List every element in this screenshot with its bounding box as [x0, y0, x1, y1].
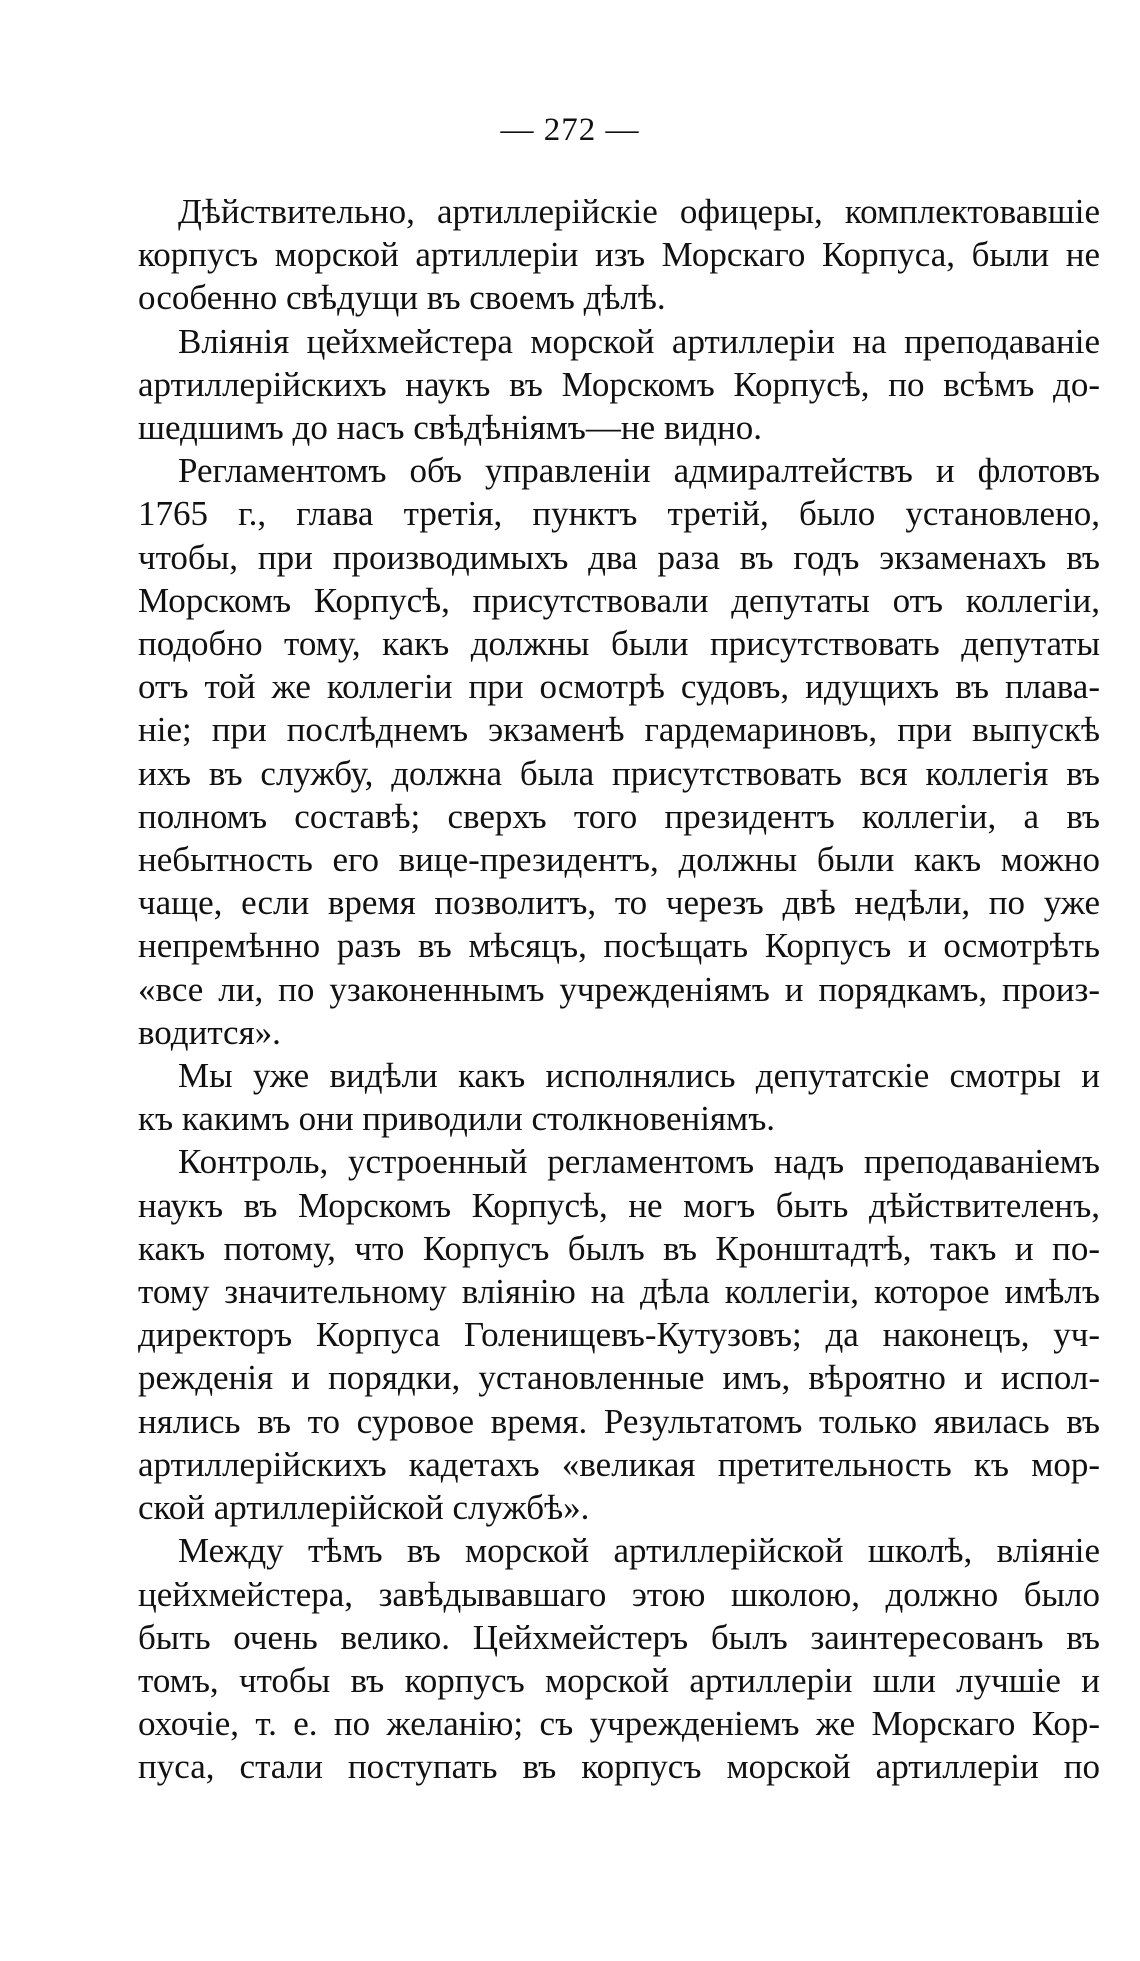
text-line: «все ли, по узаконеннымъ учрежденіямъ и порядкамъ, произ-	[138, 969, 1100, 1009]
text-line: цейхмейстера, завѣдывавшаго этою школою, должно было	[138, 1574, 1100, 1614]
text-line: водится».	[138, 1012, 281, 1052]
body-text	[138, 190, 1100, 1789]
paragraph	[138, 190, 1100, 320]
text-line: какъ потому, что Корпусъ былъ въ Кронштадтѣ, такъ и по-	[138, 1228, 1100, 1268]
text-line: быть очень велико. Цейхмейстеръ былъ заинтересованъ въ	[138, 1617, 1100, 1657]
text-line: ніе; при послѣднемъ экзаменѣ гардемариновъ, при выпускѣ	[138, 710, 1100, 750]
text-line: режденія и порядки, установленные имъ, вѣроятно и испол-	[138, 1358, 1100, 1398]
paragraph	[138, 449, 1100, 1054]
text-line: Мы уже видѣли какъ исполнялись депутатскіе смотры и	[178, 1056, 1100, 1096]
text-line: артиллерійскихъ кадетахъ «великая претительность къ мор-	[138, 1444, 1100, 1484]
text-line: наукъ въ Морскомъ Корпусѣ, не могъ быть дѣйствителенъ,	[138, 1185, 1100, 1225]
paragraph	[138, 320, 1100, 450]
text-line: ихъ въ службу, должна была присутствовать вся коллегія въ	[138, 753, 1100, 793]
text-line: Дѣйствительно, артиллерійскіе офицеры, комплектовавшіе	[178, 192, 1100, 231]
text-line: 1765 г., глава третія, пунктъ третій, было установлено,	[138, 494, 1100, 534]
text-line: непремѣнно разъ въ мѣсяцъ, посѣщать Корпусъ и осмотрѣть	[138, 926, 1100, 966]
text-line: полномъ составѣ; сверхъ того президентъ коллегіи, а въ	[138, 796, 1100, 836]
text-line: Регламентомъ объ управленіи адмиралтействъ и флотовъ	[178, 451, 1100, 491]
text-line: шедшимъ до насъ свѣдѣніямъ—не видно.	[138, 408, 762, 448]
text-line: охочіе, т. е. по желанію; съ учрежденіемъ же Морскаго Кор-	[138, 1704, 1100, 1744]
paragraph	[138, 1529, 1100, 1788]
text-line: тому значительному вліянію на дѣла коллегіи, которое имѣлъ	[138, 1272, 1100, 1312]
paragraph	[138, 1140, 1100, 1529]
text-line: чаще, если время позволитъ, то черезъ двѣ недѣли, по уже	[138, 883, 1100, 923]
text-line: корпусъ морской артиллеріи изъ Морскаго Корпуса, были не	[138, 235, 1100, 275]
text-line: пуса, стали поступать въ корпусъ морской артиллеріи по	[138, 1747, 1100, 1787]
page-number: — 272 —	[500, 112, 640, 148]
text-line: Вліянія цейхмейстера морской артиллеріи на преподаваніе	[178, 321, 1100, 361]
text-line: артиллерійскихъ наукъ въ Морскомъ Корпусѣ, по всѣмъ до-	[138, 364, 1100, 404]
text-line: особенно свѣдущи въ своемъ дѣлѣ.	[138, 278, 666, 318]
text-line: отъ той же коллегіи при осмотрѣ судовъ, идущихъ въ плава-	[138, 667, 1100, 707]
text-line: Контроль, устроенный регламентомъ надъ преподаваніемъ	[178, 1142, 1100, 1182]
paragraph	[138, 1054, 1100, 1140]
text-line: Морскомъ Корпусѣ, присутствовали депутаты отъ коллегіи,	[138, 580, 1100, 620]
text-line: подобно тому, какъ должны были присутствовать депутаты	[138, 624, 1100, 664]
text-line: чтобы, при производимыхъ два раза въ годъ экзаменахъ въ	[138, 537, 1100, 577]
text-line: директоръ Корпуса Голенищевъ-Кутузовъ; да наконецъ, уч-	[138, 1315, 1100, 1355]
text-line: къ какимъ они приводили столкновеніямъ.	[138, 1099, 776, 1139]
text-line: небытность его вице-президентъ, должны были какъ можно	[138, 840, 1100, 880]
text-line: нялись въ то суровое время. Результатомъ только явилась въ	[138, 1401, 1100, 1441]
text-line: ской артиллерійской службѣ».	[138, 1488, 590, 1528]
text-line: томъ, чтобы въ корпусъ морской артиллеріи шли лучшіе и	[138, 1660, 1100, 1700]
text-line: Между тѣмъ въ морской артиллерійской школѣ, вліяніе	[178, 1531, 1100, 1571]
